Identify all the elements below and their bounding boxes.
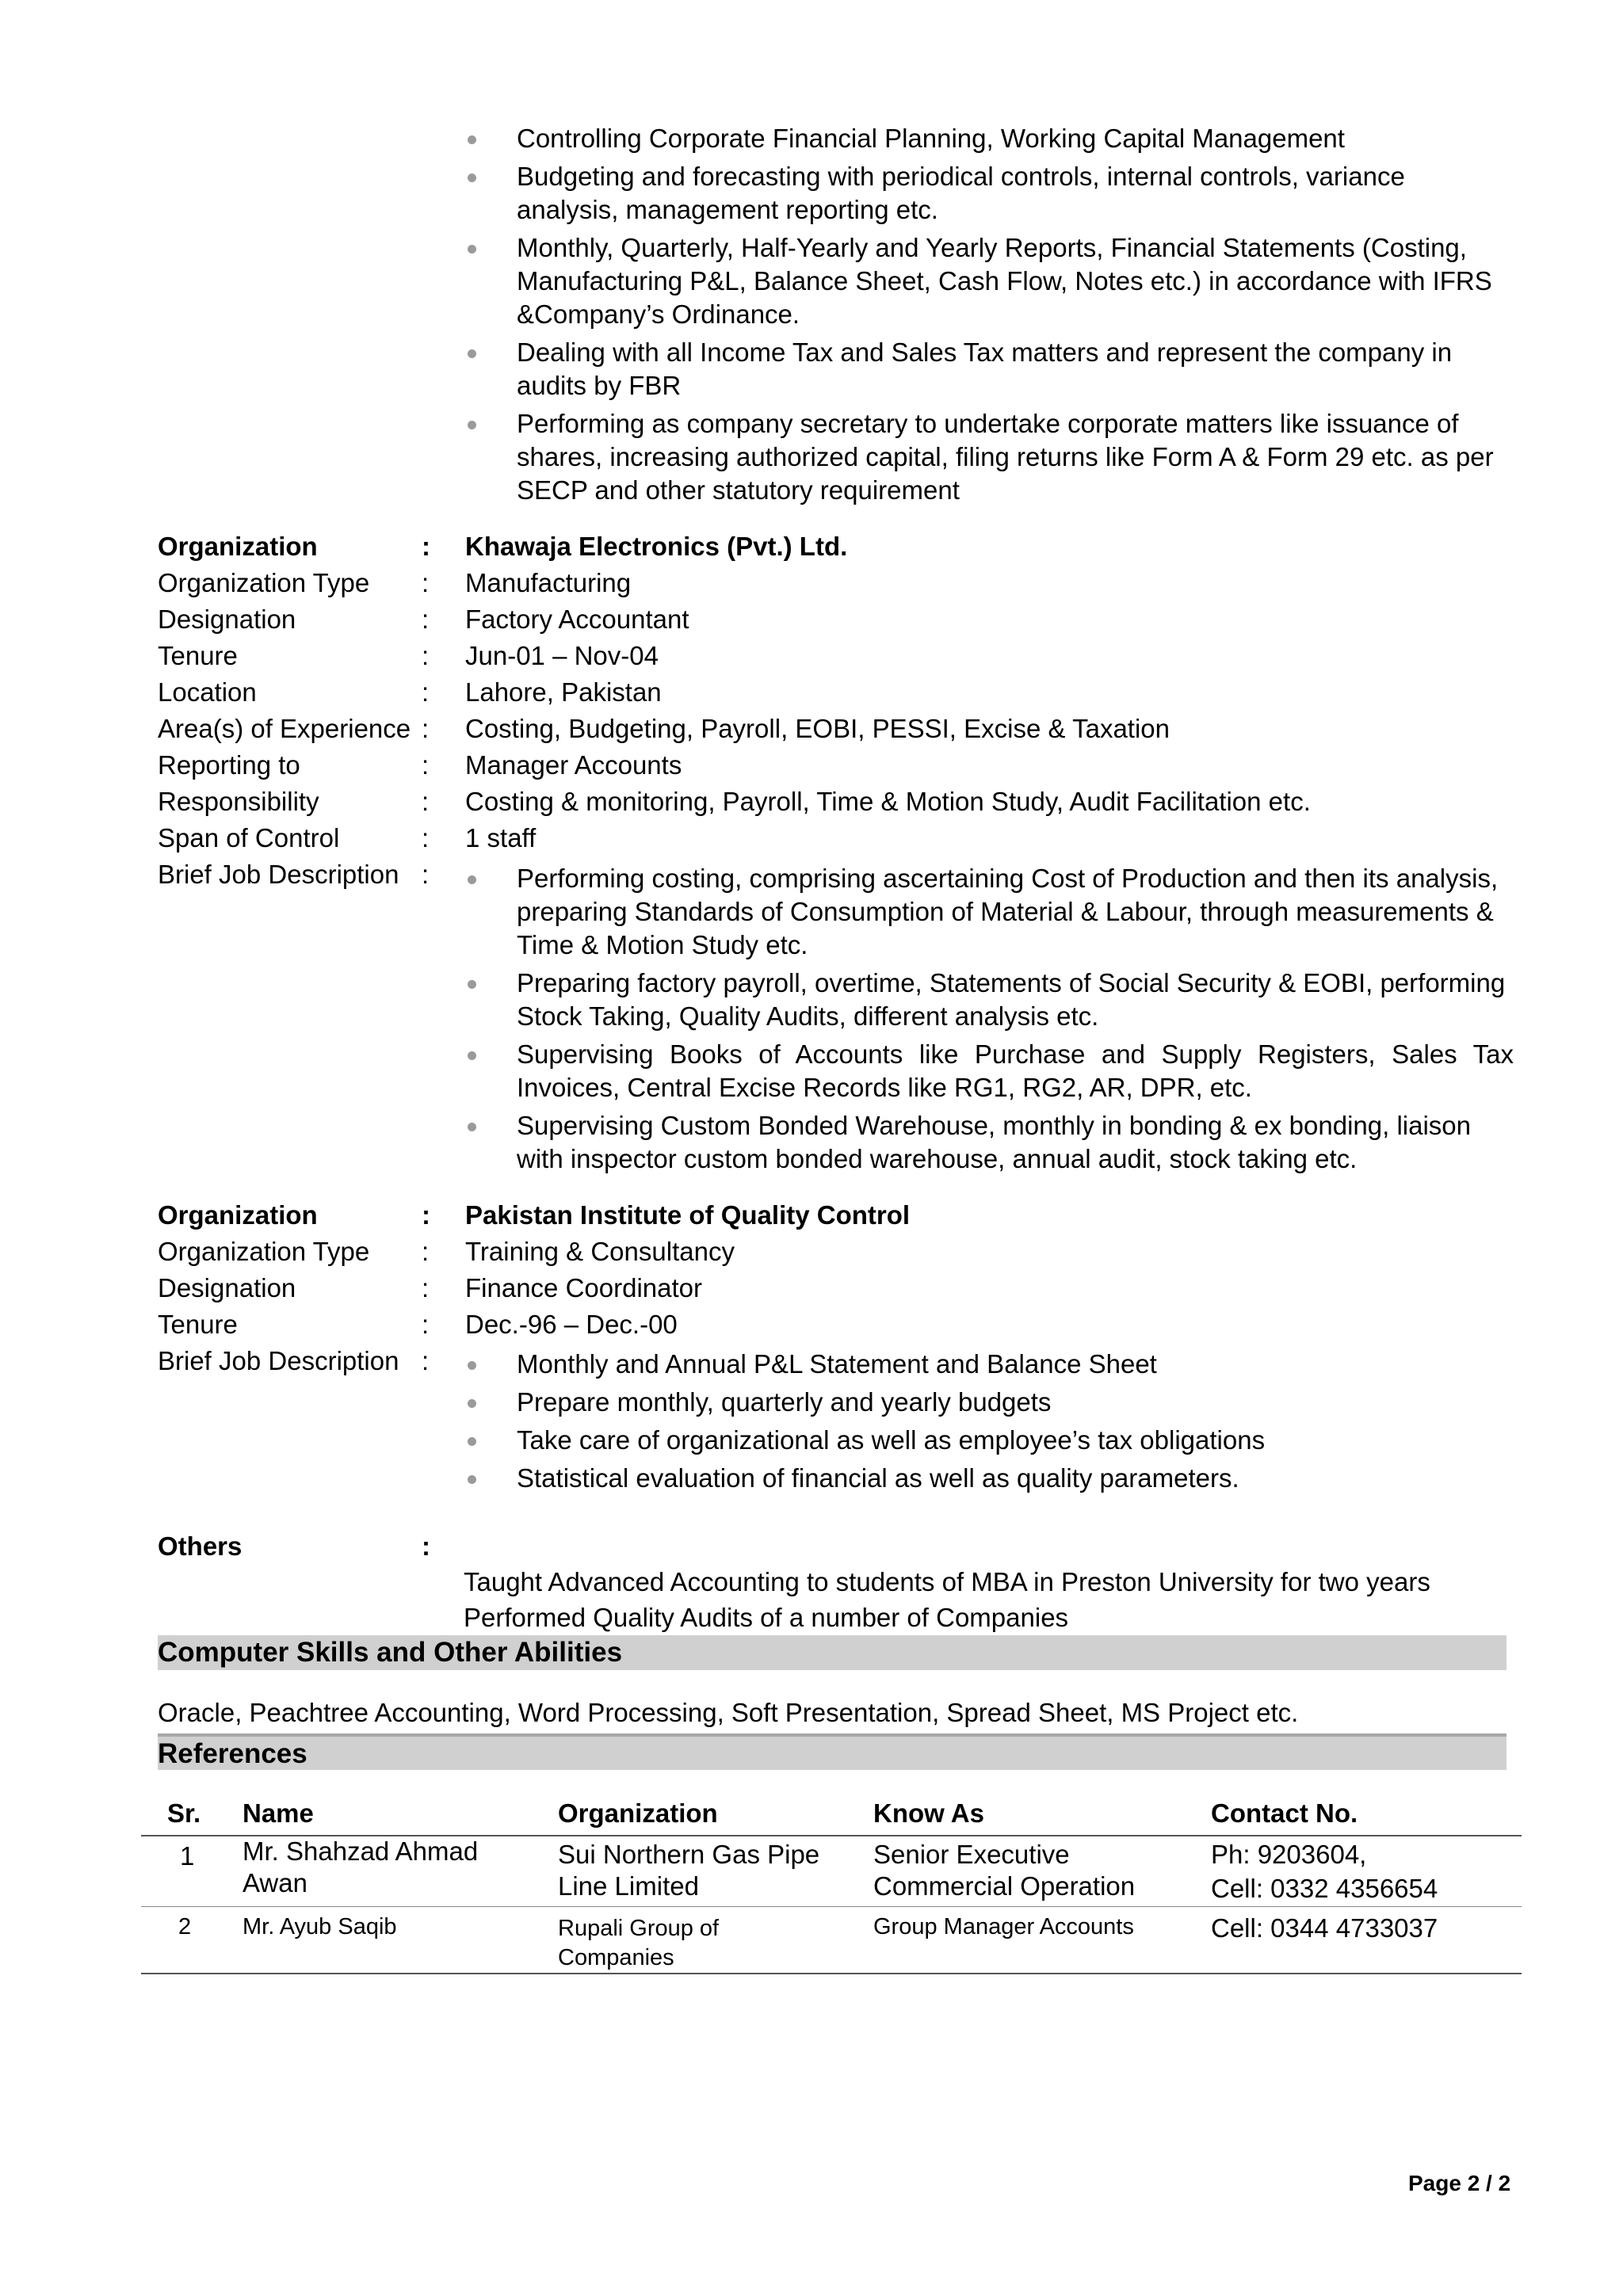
colon: : — [422, 605, 430, 634]
colon: : — [422, 860, 430, 889]
field-label: Organization — [158, 1200, 318, 1230]
page-number: Page 2 / 2 — [1408, 2171, 1511, 2195]
org-cell: Sui Northern Gas Pipe Line Limited — [558, 1840, 820, 1901]
colon: : — [422, 1346, 430, 1375]
column-header: Contact No. — [1211, 1798, 1358, 1828]
list-item: Supervising Custom Bonded Warehouse, monthly in bonding & ex bonding, liaison with inspector custom bonded warehouse, annual audit, stock taking etc. — [460, 1109, 1514, 1176]
list-item: Monthly, Quarterly, Half-Yearly and Yearly Reports, Financial Statements (Costing, Manufacturing P&L, Balance Sheet, Cash Flow, Notes etc.) in accordance with IFRS &Company’s Ordinance. — [460, 231, 1514, 331]
list-item: Budgeting and forecasting with periodical controls, internal controls, variance analysis, management reporting etc. — [460, 160, 1514, 227]
colon: : — [422, 1310, 430, 1339]
field-label: Designation — [158, 605, 296, 634]
list-item: Prepare monthly, quarterly and yearly budgets — [460, 1386, 1514, 1419]
field-label: Span of Control — [158, 823, 340, 852]
colon: : — [422, 677, 430, 707]
field-label: Tenure — [158, 1310, 238, 1339]
top-bullet-list — [460, 122, 1514, 512]
section-title: References — [158, 1738, 307, 1769]
colon: : — [422, 1531, 430, 1561]
field-value: Training & Consultancy — [465, 1237, 735, 1266]
contact-cell: Ph: 9203604, — [1211, 1840, 1367, 1869]
sr-cell: 2 — [178, 1914, 192, 1939]
others-label: Others — [158, 1531, 242, 1561]
list-item: Statistical evaluation of financial as well as quality parameters. — [460, 1462, 1514, 1495]
colon: : — [422, 714, 430, 743]
job1-bullet-list — [460, 862, 1514, 1180]
column-header: Know As — [873, 1798, 984, 1828]
section-title: Computer Skills and Other Abilities — [158, 1637, 623, 1668]
list-item: Supervising Books of Accounts like Purchase and Supply Registers, Sales Tax Invoices, Central Excise Records like RG1, RG2, AR, DPR, etc. — [460, 1038, 1514, 1104]
list-item: Controlling Corporate Financial Planning, Working Capital Management — [460, 122, 1514, 155]
field-label: Location — [158, 677, 257, 707]
others-line: Taught Advanced Accounting to students of MBA in Preston University for two years — [464, 1567, 1430, 1596]
colon: : — [422, 1237, 430, 1266]
field-value: 1 staff — [465, 823, 537, 852]
name-cell: Mr. Shahzad Ahmad Awan — [242, 1836, 479, 1897]
sr-cell: 1 — [180, 1841, 195, 1871]
field-label: Designation — [158, 1273, 296, 1302]
table-divider — [141, 1973, 1522, 1974]
table-header — [141, 1795, 1522, 1832]
field-label: Tenure — [158, 641, 238, 670]
list-item: Performing costing, comprising ascertaining Cost of Production and then its analysis, preparing Standards of Consumption of Material & Labour, through measurements & Time & Motion Study etc. — [460, 862, 1514, 962]
list-item: Dealing with all Income Tax and Sales Tax matters and represent the company in audits by FBR — [460, 336, 1514, 402]
field-value: Manager Accounts — [465, 750, 682, 780]
field-label: Reporting to — [158, 750, 300, 780]
field-value: Costing & monitoring, Payroll, Time & Motion Study, Audit Facilitation etc. — [465, 787, 1311, 816]
column-header: Name — [242, 1798, 314, 1828]
list-item: Monthly and Annual P&L Statement and Balance Sheet — [460, 1348, 1514, 1381]
field-label: Area(s) of Experience — [158, 714, 411, 743]
name-cell: Mr. Ayub Saqib — [242, 1914, 397, 1939]
field-label: Organization Type — [158, 1237, 370, 1266]
field-value: Lahore, Pakistan — [465, 677, 662, 707]
colon: : — [422, 823, 430, 852]
colon: : — [422, 750, 430, 780]
field-label: Brief Job Description — [158, 1346, 399, 1375]
job2-bullet-list — [460, 1348, 1514, 1500]
field-value: Dec.-96 – Dec.-00 — [465, 1310, 678, 1339]
skills-text: Oracle, Peachtree Accounting, Word Processing, Soft Presentation, Spread Sheet, MS Project etc. — [158, 1698, 1299, 1727]
colon: : — [422, 532, 430, 561]
field-label: Responsibility — [158, 787, 319, 816]
field-label: Brief Job Description — [158, 860, 399, 889]
list-item: Performing as company secretary to undertake corporate matters like issuance of shares, increasing authorized capital, filing returns like Form A & Form 29 etc. as per SECP and other statutory requirement — [460, 407, 1514, 507]
field-value: Factory Accountant — [465, 605, 689, 634]
know-as-cell: Group Manager Accounts — [873, 1914, 1134, 1939]
table-divider — [141, 1906, 1522, 1907]
field-value: Khawaja Electronics (Pvt.) Ltd. — [465, 532, 848, 561]
field-label: Organization — [158, 532, 318, 561]
references-section-header — [158, 1733, 1507, 1770]
skills-section-header — [158, 1635, 1507, 1670]
org-cell: Rupali Group of Companies — [558, 1916, 720, 1970]
colon: : — [422, 787, 430, 816]
field-value: Jun-01 – Nov-04 — [465, 641, 659, 670]
field-value: Finance Coordinator — [465, 1273, 702, 1302]
list-item: Preparing factory payroll, overtime, Statements of Social Security & EOBI, performing Stock Taking, Quality Audits, different analysis etc. — [460, 967, 1514, 1033]
contact-cell: Cell: 0332 4356654 — [1211, 1874, 1438, 1903]
column-header: Sr. — [167, 1798, 201, 1828]
field-value: Pakistan Institute of Quality Control — [465, 1200, 911, 1230]
column-header: Organization — [558, 1798, 718, 1828]
colon: : — [422, 1273, 430, 1302]
field-value: Manufacturing — [465, 568, 632, 597]
know-as-cell: Senior Executive Commercial Operation — [873, 1840, 1136, 1901]
colon: : — [422, 568, 430, 597]
list-item: Take care of organizational as well as employee’s tax obligations — [460, 1424, 1514, 1457]
contact-cell: Cell: 0344 4733037 — [1211, 1913, 1438, 1943]
field-label: Organization Type — [158, 568, 370, 597]
colon: : — [422, 1200, 430, 1230]
colon: : — [422, 641, 430, 670]
others-line: Performed Quality Audits of a number of Companies — [464, 1603, 1069, 1632]
field-value: Costing, Budgeting, Payroll, EOBI, PESSI, Excise & Taxation — [465, 714, 1170, 743]
